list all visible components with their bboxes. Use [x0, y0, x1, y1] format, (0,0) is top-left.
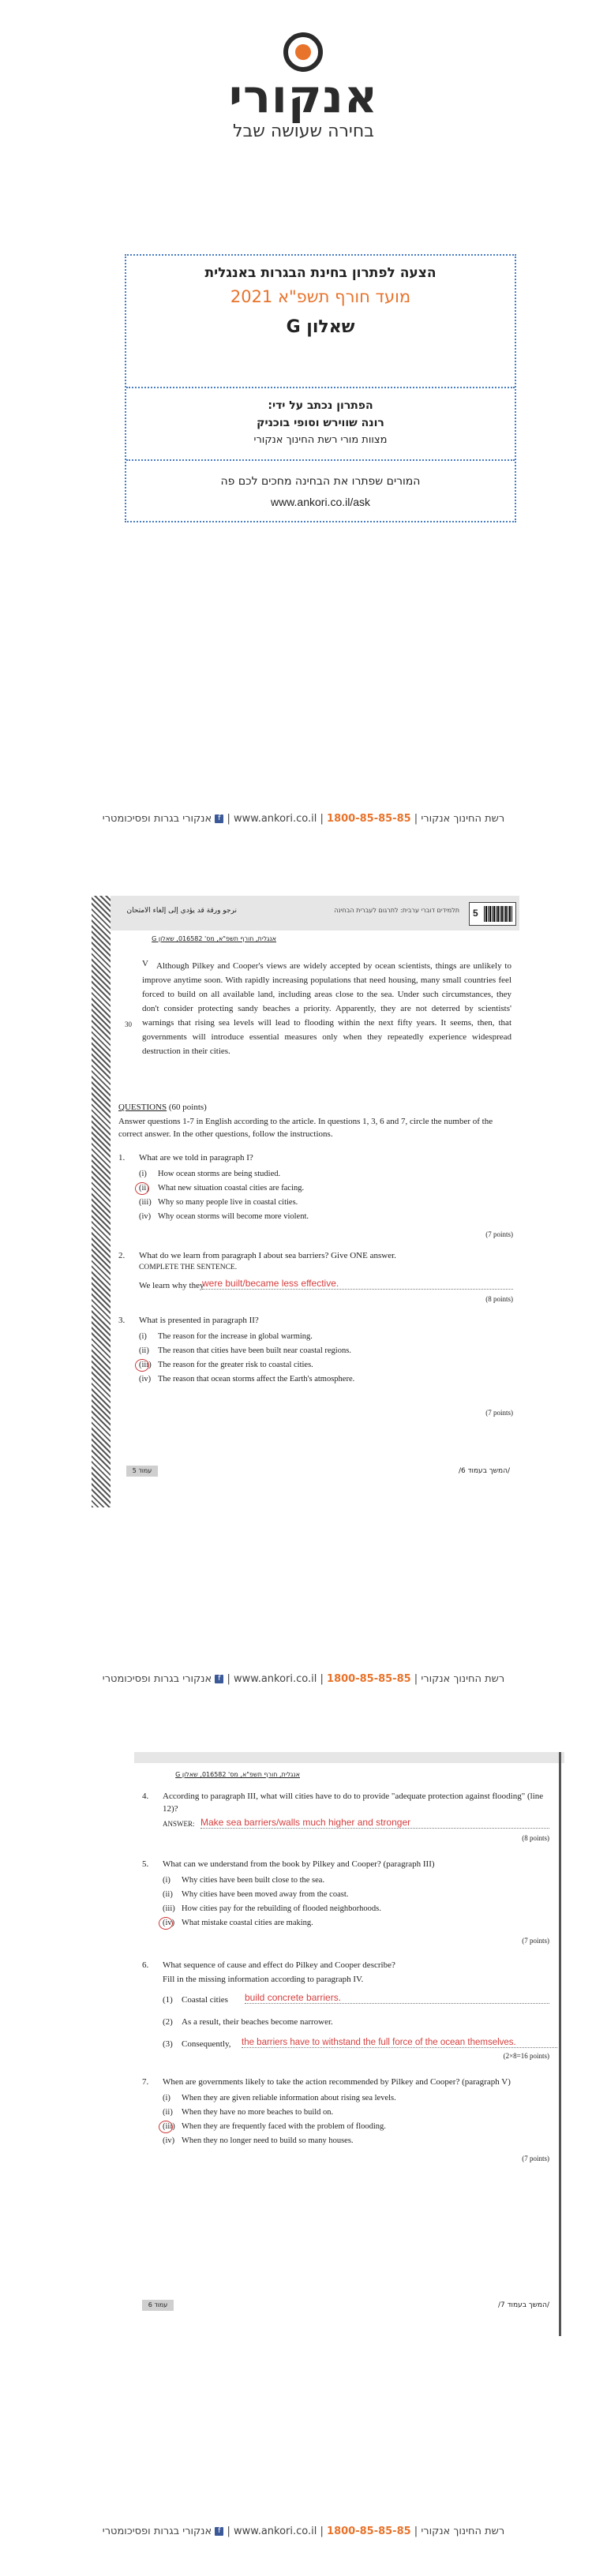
- answer-circle-icon: [135, 1182, 149, 1195]
- header-page-box: [469, 902, 516, 926]
- footer-phone[interactable]: 1800-85-85-85: [327, 1673, 411, 1685]
- page-number-badge: עמוד 6: [142, 2300, 174, 2311]
- q5-option[interactable]: (ii) Why cities have been moved away from the coast.: [163, 1890, 349, 1899]
- q6-number: 6.: [142, 1960, 149, 1970]
- exam-page-5: [92, 896, 519, 1507]
- instructions: Answer questions 1-7 in English according to the article. In questions 1, 3, 6 and 7, circle the number of the correct answer. In the other questions, follow the instructions.: [118, 1117, 493, 1139]
- q6-text: What sequence of cause and effect do Pilkey and Cooper describe?: [163, 1960, 395, 1970]
- exam-page-6: [134, 1752, 564, 2336]
- q6-item-3: (3) Consequently,: [163, 2039, 231, 2049]
- q7-option-selected[interactable]: (iii) When they are frequently faced with the problem of flooding.: [163, 2120, 534, 2134]
- q6-item-1: (1) Coastal cities: [163, 1995, 228, 2005]
- q5-option[interactable]: (iii) How cities pay for the rebuilding of flooded neighborhoods.: [163, 1904, 381, 1913]
- footer-network: רשת החינוך אנקורי: [421, 813, 505, 825]
- q2-answer-line[interactable]: [202, 1276, 513, 1290]
- footer-fb-text[interactable]: אנקורי בגרות ופסיכומטרי: [102, 813, 212, 825]
- q4-text: According to paragraph III, what will cities have to do to provide "adequate protection against flooding" (line 12)?: [163, 1792, 544, 1814]
- footer-1: רשת החינוך אנקורי | 1800-85-85-85 | www.ankori.co.il | f אנקורי בגרות ופסיכומטרי: [102, 813, 505, 825]
- answer-circle-icon: [159, 1917, 173, 1930]
- line-number: 30: [125, 1020, 132, 1028]
- q7-option[interactable]: (ii) When they have no more beaches to build on.: [163, 2108, 334, 2117]
- answer-circle-icon: [159, 2121, 173, 2133]
- footer-3: רשת החינוך אנקורי | 1800-85-85-85 | www.ankori.co.il | f אנקורי בגרות ופסיכומטרי: [102, 2525, 505, 2537]
- cover-term: מועד חורף תשפ"א 2021: [230, 287, 411, 306]
- header-page-number: 5: [473, 908, 478, 919]
- page-number-badge: עמוד 5: [126, 1466, 158, 1477]
- q3-option[interactable]: (ii) The reason that cities have been built near coastal regions.: [139, 1346, 351, 1355]
- questions-label: QUESTIONS: [118, 1103, 167, 1112]
- q6-instruction: Fill in the missing information according to paragraph IV.: [163, 1975, 364, 1984]
- q6-item-2: (2) As a result, their beaches become narrower.: [163, 2017, 333, 2027]
- q4-number: 4.: [142, 1792, 149, 1801]
- q5-points: (7 points): [522, 1937, 549, 1945]
- q5-option-selected[interactable]: (iv) What mistake coastal cities are making.: [163, 1916, 534, 1930]
- q3-option[interactable]: (i) The reason for the increase in global warming.: [139, 1332, 313, 1341]
- q4-points: (8 points): [522, 1834, 549, 1842]
- cover-form: שאלון G: [286, 317, 355, 337]
- footer-fb-text[interactable]: אנקורי בגרות ופסיכומטרי: [102, 2525, 212, 2537]
- q5-text: What can we understand from the book by Pilkey and Cooper? (paragraph III): [163, 1859, 435, 1869]
- barcode-icon: [484, 906, 512, 922]
- facebook-icon: f: [215, 2527, 223, 2536]
- q7-text: When are governments likely to take the action recommended by Pilkey and Cooper? (paragraph V): [163, 2077, 511, 2087]
- q6-answer-1: build concrete barriers.: [245, 1992, 342, 2003]
- q2-instruction: COMPLETE THE SENTENCE.: [139, 1264, 238, 1271]
- cover-title: הצעה לפתרון בחינת הבגרות באנגלית: [204, 265, 437, 281]
- q3-option[interactable]: (iv) The reason that ocean storms affect the Earth's atmosphere.: [139, 1375, 355, 1383]
- questions-heading: [118, 1101, 207, 1114]
- ask-invite: המורים שפתרו את הבחינה מחכים לכם פה: [220, 475, 421, 488]
- footer-phone[interactable]: 1800-85-85-85: [327, 2525, 411, 2537]
- questions-points: (60 points): [168, 1103, 207, 1112]
- q4-answer: Make sea barriers/walls much higher and stronger: [200, 1817, 411, 1828]
- ask-url[interactable]: www.ankori.co.il/ask: [270, 496, 371, 508]
- q4-lead: ANSWER:: [163, 1820, 195, 1828]
- footer-site[interactable]: www.ankori.co.il: [233, 1673, 317, 1685]
- q7-options: [163, 2091, 534, 2148]
- logo-word: אנקורי: [228, 69, 379, 123]
- q1-option[interactable]: (iii) Why so many people live in coastal cities.: [139, 1198, 298, 1207]
- footer-network: רשת החינוך אנקורי: [421, 1673, 505, 1685]
- q6-answer-3-line[interactable]: [242, 2035, 557, 2048]
- q6-answer-1-line[interactable]: [245, 1990, 549, 2004]
- authors: רונה שווירש וסופי בוכניק: [257, 417, 384, 429]
- q3-points: (7 points): [485, 1409, 513, 1417]
- q4-answer-line[interactable]: [200, 1815, 549, 1829]
- article-paragraph: Although Pilkey and Cooper's views are widely accepted by ocean scientists, things are unlikely to improve anytime soon. With rapidly increasing populations that need housing, many small countries feel forced to build on all available land, including areas close to the sea. Under such circumstances, they don't consider protecting sandy beaches a priority. Apparently, they are not deterred by scientists' warnings that rising sea levels will lead to flooding within the next fifty years. It seems, then, that governments will introduce essential measures only when they repeatedly experience widespread destruction in their cities.: [142, 961, 511, 1056]
- footer-fb-text[interactable]: אנקורי בגרות ופסיכומטרי: [102, 1673, 212, 1685]
- q5-option[interactable]: (i) Why cities have been built close to the sea.: [163, 1876, 325, 1885]
- footer-site[interactable]: www.ankori.co.il: [233, 813, 317, 825]
- q1-points: (7 points): [485, 1230, 513, 1238]
- footer-phone[interactable]: 1800-85-85-85: [327, 813, 411, 825]
- page-subheader: אנגלית, חורף תשפ"א, מס' 016582, שאלון G: [175, 1771, 300, 1778]
- q7-number: 7.: [142, 2077, 149, 2087]
- page-header-partial: [134, 1752, 564, 1763]
- page-subheader: אנגלית, חורף תשפ"א, מס' 016582, שאלון G: [152, 935, 276, 942]
- written-by-label: הפתרון נכתב על ידי:: [268, 399, 373, 412]
- paragraph-label: V: [142, 959, 148, 968]
- page-right-border: [559, 1752, 561, 2336]
- q2-answer: were built/became less effective.: [202, 1278, 339, 1289]
- q2-text: What do we learn from paragraph I about sea barriers? Give ONE answer.: [139, 1251, 396, 1260]
- page-side-stripe: [92, 896, 111, 1507]
- logo-tagline: בחירה שעושה שבל: [233, 122, 374, 141]
- q1-number: 1.: [118, 1153, 126, 1163]
- q3-options: [139, 1330, 502, 1387]
- footer-site[interactable]: www.ankori.co.il: [233, 2525, 317, 2537]
- q5-number: 5.: [142, 1859, 149, 1869]
- ankori-logo: [283, 32, 324, 73]
- continued-note: /המשך בעמוד 6/: [458, 1467, 510, 1475]
- footer-2: רשת החינוך אנקורי | 1800-85-85-85 | www.ankori.co.il | f אנקורי בגרות ופסיכומטרי: [102, 1673, 505, 1685]
- q2-number: 2.: [118, 1251, 126, 1260]
- q1-option[interactable]: (i) How ocean storms are being studied.: [139, 1170, 281, 1178]
- q3-number: 3.: [118, 1316, 126, 1325]
- facebook-icon: f: [215, 1675, 223, 1683]
- q2-points: (8 points): [485, 1295, 513, 1303]
- q3-option-selected[interactable]: (iii) The reason for the greater risk to coastal cities.: [139, 1358, 502, 1372]
- q1-options: [139, 1167, 502, 1224]
- header-arabic: نرجو ورقة قد يؤدي إلى إلغاء الامتحان: [126, 907, 237, 915]
- footer-network: רשת החינוך אנקורי: [421, 2525, 505, 2537]
- staff: מצוות מורי רשת החינוך אנקורי: [253, 434, 388, 446]
- logo-circle-icon: [283, 32, 324, 73]
- q7-option[interactable]: (iv) When they no longer need to build so many houses.: [163, 2136, 354, 2145]
- q1-text: What are we told in paragraph I?: [139, 1153, 253, 1163]
- q6-answer-3: the barriers have to withstand the full force of the ocean themselves.: [242, 2038, 516, 2047]
- q5-options: [163, 1874, 534, 1930]
- q3-text: What is presented in paragraph II?: [139, 1316, 259, 1325]
- q1-option[interactable]: (iv) Why ocean storms will become more violent.: [139, 1212, 309, 1221]
- q7-option[interactable]: (i) When they are given reliable information about rising sea levels.: [163, 2094, 396, 2102]
- q7-points: (7 points): [522, 2155, 549, 2162]
- q6-points: (2×8=16 points): [503, 2052, 549, 2060]
- continued-note: /המשך בעמוד 7/: [497, 2301, 549, 2309]
- facebook-icon: f: [215, 814, 223, 823]
- answer-circle-icon: [135, 1359, 149, 1372]
- q2-lead: We learn why they: [139, 1281, 204, 1290]
- cover-box: [125, 254, 516, 522]
- q1-option-selected[interactable]: (ii) What new situation coastal cities are facing.: [139, 1181, 502, 1196]
- header-hebrew: תלמידים דוברי ערבית: לתרגום לעברית הבחינה: [334, 907, 459, 914]
